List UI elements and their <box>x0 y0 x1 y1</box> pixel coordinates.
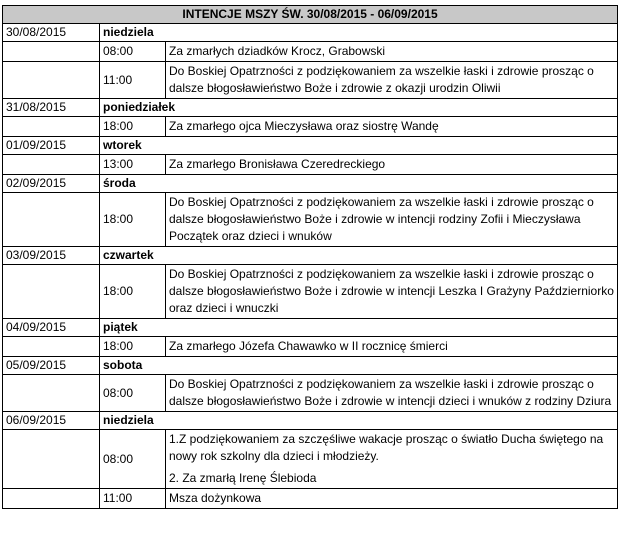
day-header-row <box>3 357 618 375</box>
mass-time: 11:00 <box>100 62 166 99</box>
day-date: 02/09/2015 <box>3 175 100 193</box>
day-date: 01/09/2015 <box>3 137 100 155</box>
day-date: 31/08/2015 <box>3 99 100 117</box>
day-name: poniedziałek <box>100 99 618 117</box>
empty-cell <box>3 489 100 509</box>
intention-text: Do Boskiej Opatrzności z podziękowaniem za wszelkie łaski i zdrowie prosząc o dalsze błogosławieństwo Boże i zdrowie w intencji dzieci i wnuków z rodziny Dziura <box>169 377 612 408</box>
day-name: niedziela <box>100 412 618 430</box>
mass-intentions-table <box>2 5 618 509</box>
mass-intention <box>166 155 618 175</box>
day-header-row <box>3 99 618 117</box>
day-date: 03/09/2015 <box>3 247 100 265</box>
intention-text: Do Boskiej Opatrzności z podziękowaniem za wszelkie łaski i zdrowie prosząc o dalsze błogosławieństwo Boże i zdrowie w intencji rodziny Zofii i Mieczysława Początek oraz dzieci i wnuków <box>169 195 594 243</box>
empty-cell <box>3 193 100 247</box>
day-name: wtorek <box>100 137 618 155</box>
mass-row <box>3 155 618 175</box>
empty-cell <box>3 117 100 137</box>
empty-cell <box>3 337 100 357</box>
empty-cell <box>3 430 100 489</box>
mass-row <box>3 117 618 137</box>
day-name: czwartek <box>100 247 618 265</box>
day-date: 06/09/2015 <box>3 412 100 430</box>
day-name: niedziela <box>100 24 618 42</box>
day-header-row <box>3 175 618 193</box>
mass-intention <box>166 62 618 99</box>
mass-time: 08:00 <box>100 375 166 412</box>
intention-text: 1.Z podziękowaniem za szczęśliwe wakacje prosząc o światło Ducha świętego na nowy rok szkolny dla dzieci i młodzieży. <box>169 432 604 463</box>
intention-text: Za zmarłych dziadków Krocz, Grabowski <box>169 44 386 58</box>
day-name: piątek <box>100 319 618 337</box>
day-header-row <box>3 137 618 155</box>
mass-intention <box>166 489 618 509</box>
mass-time: 08:00 <box>100 42 166 62</box>
mass-time: 08:00 <box>100 430 166 489</box>
day-header-row <box>3 247 618 265</box>
intention-text: Do Boskiej Opatrzności z podziękowaniem za wszelkie łaski i zdrowie prosząc o dalsze błogosławieństwo Boże i zdrowie z okazji urodzin Oliwii <box>169 64 594 95</box>
empty-cell <box>3 375 100 412</box>
mass-row <box>3 42 618 62</box>
mass-time: 18:00 <box>100 117 166 137</box>
empty-cell <box>3 62 100 99</box>
mass-time: 18:00 <box>100 337 166 357</box>
mass-intention <box>166 42 618 62</box>
mass-time: 11:00 <box>100 489 166 509</box>
intention-text: Za zmarłego Józefa Chawawko w II rocznicę śmierci <box>169 339 448 353</box>
mass-intention <box>166 117 618 137</box>
day-date: 04/09/2015 <box>3 319 100 337</box>
mass-row <box>3 430 618 489</box>
mass-intention <box>166 337 618 357</box>
mass-intention <box>166 375 618 412</box>
day-date: 05/09/2015 <box>3 357 100 375</box>
day-name: sobota <box>100 357 618 375</box>
day-name: środa <box>100 175 618 193</box>
empty-cell <box>3 42 100 62</box>
day-header-row <box>3 412 618 430</box>
day-date: 30/08/2015 <box>3 24 100 42</box>
intention-text: Za zmarłego ojca Mieczysława oraz siostrę Wandę <box>169 119 439 133</box>
mass-row <box>3 489 618 509</box>
table-title: INTENCJE MSZY ŚW. 30/08/2015 - 06/09/2015 <box>3 6 618 24</box>
intention-text: 2. Za zmarłą Irenę Ślebioda <box>169 471 317 485</box>
empty-cell <box>3 155 100 175</box>
mass-row <box>3 375 618 412</box>
mass-intention <box>166 265 618 319</box>
mass-intention <box>166 430 618 489</box>
empty-cell <box>3 265 100 319</box>
mass-time: 18:00 <box>100 193 166 247</box>
mass-time: 13:00 <box>100 155 166 175</box>
mass-intention <box>166 193 618 247</box>
table-title-row <box>3 6 618 24</box>
intention-text: Do Boskiej Opatrzności z podziękowaniem za wszelkie łaski i zdrowie prosząc o dalsze błogosławieństwo Boże i zdrowie w intencji Leszka I Grażyny Październiorko oraz dzieci i wnuczki <box>169 267 614 315</box>
mass-time: 18:00 <box>100 265 166 319</box>
intention-text: Za zmarłego Bronisława Czeredreckiego <box>169 157 386 171</box>
mass-row <box>3 193 618 247</box>
intention-text: Msza dożynkowa <box>169 491 262 505</box>
mass-row <box>3 265 618 319</box>
mass-row <box>3 337 618 357</box>
day-header-row <box>3 319 618 337</box>
mass-row <box>3 62 618 99</box>
day-header-row <box>3 24 618 42</box>
